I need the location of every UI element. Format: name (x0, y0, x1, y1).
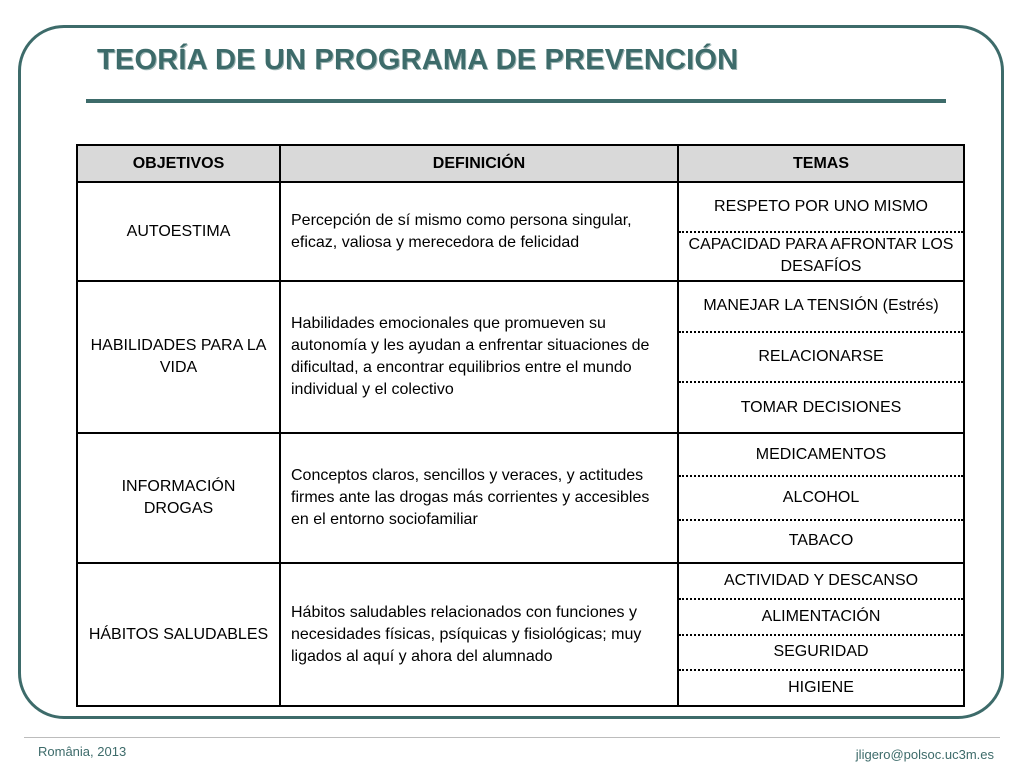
temas-cell (679, 434, 963, 564)
tema-item: ACTIVIDAD Y DESCANSO (679, 564, 963, 600)
temas-cell (679, 183, 963, 282)
tema-item: ALIMENTACIÓN (679, 600, 963, 636)
definicion-cell: Percepción de sí mismo como persona singular, eficaz, valiosa y merecedora de felicidad (281, 183, 679, 282)
objetivo-cell: HÁBITOS SALUDABLES (78, 564, 281, 705)
header-temas: TEMAS (679, 146, 963, 183)
header-objetivos: OBJETIVOS (78, 146, 281, 183)
tema-item: CAPACIDAD PARA AFRONTAR LOS DESAFÍOS (688, 236, 954, 276)
tema-item: TOMAR DECISIONES (740, 398, 902, 416)
tema-item: ALCOHOL (679, 477, 963, 520)
header-definicion: DEFINICIÓN (281, 146, 679, 183)
objetivo-cell: HABILIDADES PARA LA VIDA (78, 282, 281, 434)
title-underline (86, 99, 946, 103)
slide-title: TEORÍA DE UN PROGRAMA DE PREVENCIÓN (97, 44, 739, 76)
objetivo-cell: INFORMACIÓN DROGAS (78, 434, 281, 564)
temas-cell (679, 282, 963, 434)
footer-email: jligero@polsoc.uc3m.es (855, 747, 994, 762)
objetivo-cell: AUTOESTIMA (78, 183, 281, 282)
tema-item: TABACO (788, 532, 854, 550)
tema-item: RELACIONARSE (679, 333, 963, 384)
temas-cell (679, 564, 963, 705)
tema-item: HIGIENE (788, 679, 854, 697)
tema-item: SEGURIDAD (679, 636, 963, 672)
tema-item: MANEJAR LA TENSIÓN (Estrés) (679, 282, 963, 333)
tema-item: RESPETO POR UNO MISMO (679, 183, 963, 233)
footer-location-year: România, 2013 (38, 744, 127, 759)
tema-item: MEDICAMENTOS (679, 434, 963, 477)
definicion-cell: Conceptos claros, sencillos y veraces, y actitudes firmes ante las drogas más corrientes y accesibles en el entorno sociofamiliar (281, 434, 679, 564)
definicion-cell: Habilidades emocionales que promueven su autonomía y les ayudan a enfrentar situaciones de dificultad, a encontrar equilibrios entre el mundo individual y el colectivo (281, 282, 679, 434)
footer-divider (24, 737, 1000, 738)
definicion-cell: Hábitos saludables relacionados con funciones y necesidades físicas, psíquicas y fisiológicas; muy ligados al aquí y ahora del alumnado (281, 564, 679, 705)
prevention-table (76, 144, 965, 707)
